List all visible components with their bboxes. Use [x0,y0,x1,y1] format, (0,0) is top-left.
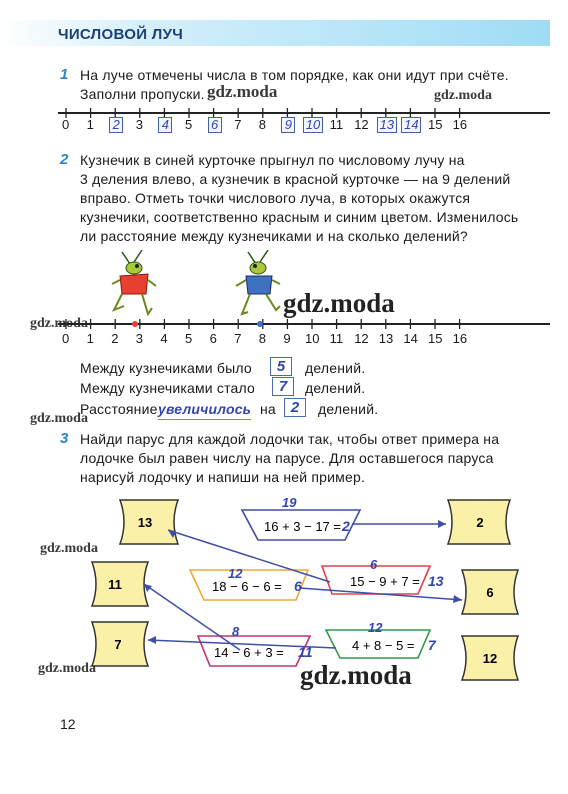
task-3-line-2: лодочке был равен числу на парусе. Для оставшегося паруса [80,450,494,466]
tick-label-10: 10 [305,331,320,346]
boat-1-expr: 16 + 3 − 17 = [264,519,341,534]
boat-3-answer: 13 [428,573,444,589]
boat-4-answer: 11 [298,644,313,660]
task-1-number: 1 [60,66,69,83]
tick-label-9[interactable]: 9 [281,117,295,133]
tick-label-7: 7 [234,331,242,346]
watermark: gdz.moda [40,541,98,556]
section-title: ЧИСЛОВОЙ ЛУЧ [58,26,184,43]
tick-label-5: 5 [185,117,193,132]
tick-label-9: 9 [283,331,291,346]
sail-11-label: 11 [108,577,122,592]
task-1-line-2: Заполни пропуски. [80,86,205,102]
boat-5-expr: 4 + 8 − 5 = [352,638,415,653]
tick-label-15: 15 [428,331,443,346]
tick-label-16: 16 [452,331,468,346]
tick-label-1: 1 [86,117,94,132]
tick-label-8: 8 [258,331,267,346]
tick-label-3: 3 [135,117,144,132]
boat-5-answer: 7 [428,637,436,653]
task-2-number: 2 [60,151,69,168]
watermark: gdz.moda [207,82,278,101]
tick-label-6[interactable]: 6 [208,117,222,133]
tick-label-4: 4 [160,331,168,346]
task-2-line-1: Кузнечик в синей курточке прыгнул по числовому лучу на [80,152,465,168]
watermark: gdz.moda [30,411,88,426]
answer-2-suffix: делений. [305,380,366,396]
tick-label-10[interactable]: 10 [303,117,323,133]
task-3-number: 3 [60,430,69,447]
tick-label-7: 7 [234,117,242,132]
tick-label-0: 0 [62,331,70,346]
task-2-line-4: кузнечики, соответственно красным и синим цветом. Изменилось [80,209,519,225]
sail-2-label: 2 [476,515,484,530]
number-line-2-labels [0,331,568,351]
watermark: gdz.moda [434,88,492,103]
tick-label-12: 12 [354,117,369,132]
answer-2-box[interactable]: 7 [272,377,294,396]
tick-label-15: 15 [428,117,443,132]
task-2-line-5: ли расстояние между кузнечиками и на сколько делений? [80,228,468,244]
tick-label-1: 1 [86,331,94,346]
task-3-line-1: Найди парус для каждой лодочки так, чтобы ответ примера на [80,431,500,447]
answer-3-prefix: Расстояние [80,401,158,417]
answer-3-word[interactable]: увеличилось [158,400,251,420]
tick-label-8: 8 [258,117,267,132]
tick-label-13: 13 [378,331,394,346]
boat-1-above: 19 [282,495,297,510]
grasshopper-red-icon [108,250,158,322]
tick-label-2: 2 [111,331,119,346]
boat-5-above: 12 [368,620,383,635]
answer-1-suffix: делений. [305,360,366,376]
sail-7-label: 7 [114,637,122,652]
watermark: gdz.moda [38,661,96,676]
answer-3-box[interactable]: 2 [284,398,306,417]
answer-1-prefix: Между кузнечиками было [80,360,252,376]
boat-4-expr: 14 − 6 + 3 = [214,645,284,660]
boat-1-answer: 2 [342,518,350,534]
answer-2-prefix: Между кузнечиками стало [80,380,256,396]
watermark-large: gdz.moda [283,288,395,318]
tick-label-6: 6 [209,331,217,346]
tick-label-16: 16 [452,117,468,132]
tick-label-13[interactable]: 13 [377,117,397,133]
task-3-line-3: нарисуй лодочку и напиши на ней пример. [80,469,366,485]
task-2-line-2: 3 деления влево, а кузнечик в красной курточке — на 9 делений [80,171,511,187]
number-line-1-labels [0,117,568,137]
grasshopper-blue-icon [234,250,284,322]
tick-label-4[interactable]: 4 [158,117,172,133]
tick-label-11: 11 [329,331,344,346]
boat-2-above: 12 [228,566,243,581]
watermark: gdz.moda [30,316,88,331]
boat-4-above: 8 [232,624,240,639]
sail-12-label: 12 [482,651,498,666]
answer-3-mid: на [260,401,276,417]
answer-1-box[interactable]: 5 [270,357,292,376]
red-point [132,321,138,327]
boat-2-answer: 6 [294,578,302,594]
tick-label-2[interactable]: 2 [109,117,123,133]
boat-3-expr: 15 − 9 + 7 = [350,574,420,589]
tick-label-3: 3 [135,331,144,346]
blue-point [257,321,263,327]
task-1-line-1: На луче отмечены числа в том порядке, как они идут при счёте. [80,67,509,83]
tick-label-5: 5 [185,331,193,346]
tick-label-0: 0 [62,117,70,132]
tick-label-12: 12 [354,331,369,346]
sail-6-label: 6 [486,585,494,600]
answer-3-suffix: делений. [318,401,379,417]
sail-13-label: 13 [137,515,153,530]
task-2-line-3: вправо. Отметь точки числового луча, в которых окажутся [80,190,471,206]
boat-2-expr: 18 − 6 − 6 = [212,579,282,594]
watermark-large: gdz.moda [300,660,412,690]
tick-label-11: 11 [329,117,344,132]
boat-3-above: 6 [370,557,378,572]
tick-label-14[interactable]: 14 [401,117,421,133]
page-number: 12 [60,716,76,732]
tick-label-14: 14 [403,331,418,346]
